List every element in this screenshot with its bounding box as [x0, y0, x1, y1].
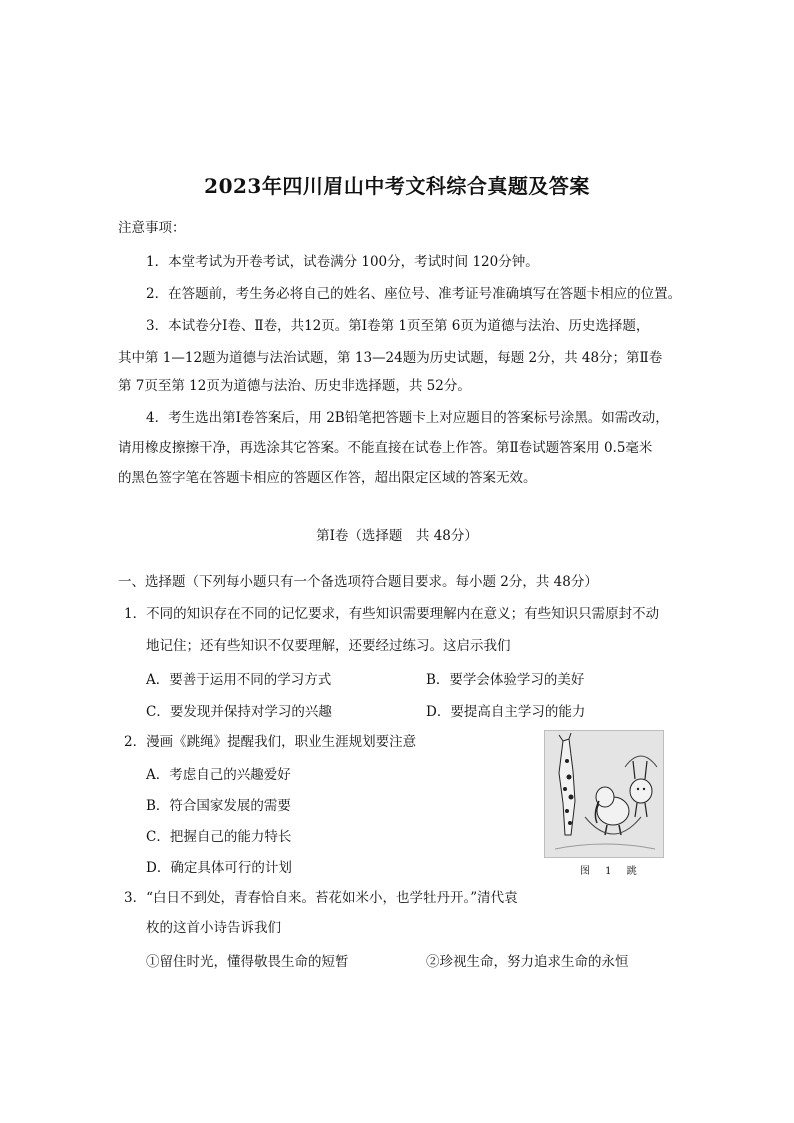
q3-option-2: ②珍视生命，努力追求生命的永恒: [426, 954, 629, 970]
q3-stem-line-2: 枚的这首小诗告诉我们: [146, 920, 281, 936]
q1-option-b: B．要学会体验学习的美好: [426, 672, 585, 688]
comic-figure: [544, 730, 664, 858]
section-title: 第Ⅰ卷（选择题 共 48分）: [316, 528, 478, 544]
q1-stem-line-2: 地记住；还有些知识不仅要理解，还要经过练习。这启示我们: [146, 638, 511, 654]
part-header: 一、选择题（下列每小题只有一个备选项符合题目要求。每小题 2分，共 48分）: [118, 574, 598, 590]
q2-option-c: C．把握自己的能力特长: [146, 829, 292, 845]
note-4-line-1: 4．考生选出第Ⅰ卷答案后，用 2B铅笔把答题卡上对应题目的答案标号涂黑。如需改动，: [146, 410, 669, 426]
q1-stem-line-1: 1．不同的知识存在不同的记忆要求，有些知识需要理解内在意义；有些知识只需原封不动: [124, 606, 660, 622]
note-4-line-3: 的黑色签字笔在答题卡相应的答题区作答，超出限定区域的答案无效。: [118, 470, 537, 486]
q2-option-a: A．考虑自己的兴趣爱好: [146, 767, 291, 783]
note-3-line-2: 其中第 1—12题为道德与法治试题，第 13—24题为历史试题，每题 2分，共 48分；第Ⅱ卷: [118, 350, 663, 366]
note-1: 1．本堂考试为开卷考试，试卷满分 100分，考试时间 120分钟。: [146, 254, 539, 270]
note-4-line-2: 请用橡皮擦擦干净，再选涂其它答案。不能直接在试卷上作答。第Ⅱ卷试题答案用 0.5毫米: [118, 440, 653, 456]
q1-option-a: A．要善于运用不同的学习方式: [146, 672, 332, 688]
q3-stem-line-1: 3．“白日不到处，青春恰自来。苔花如米小，也学牡丹开。”清代袁: [124, 890, 518, 906]
note-2: 2．在答题前，考生务必将自己的姓名、座位号、准考证号准确填写在答题卡相应的位置。: [146, 286, 682, 302]
q2-option-b: B．符合国家发展的需要: [146, 798, 291, 814]
q2-option-d: D．确定具体可行的计划: [146, 860, 292, 876]
q3-option-1: ①留住时光，懂得敬畏生命的短暂: [146, 954, 349, 970]
figure-caption: 图 1 跳: [580, 866, 643, 877]
notes-header: 注意事项：: [118, 220, 186, 236]
q2-stem: 2．漫画《跳绳》提醒我们，职业生涯规划要注意: [124, 734, 417, 750]
q1-option-c: C．要发现并保持对学习的兴趣: [146, 704, 332, 720]
note-3-line-3: 第 7页至第 12页为道德与法治、历史非选择题，共 52分。: [118, 378, 471, 394]
q1-option-d: D．要提高自主学习的能力: [426, 704, 586, 720]
note-3-line-1: 3．本试卷分Ⅰ卷、Ⅱ卷，共12页。第Ⅰ卷第 1页至第 6页为道德与法治、历史选择题，: [146, 318, 650, 334]
page-title: 2023年四川眉山中考文科综合真题及答案: [204, 174, 590, 198]
comic-illustration: [545, 731, 663, 857]
